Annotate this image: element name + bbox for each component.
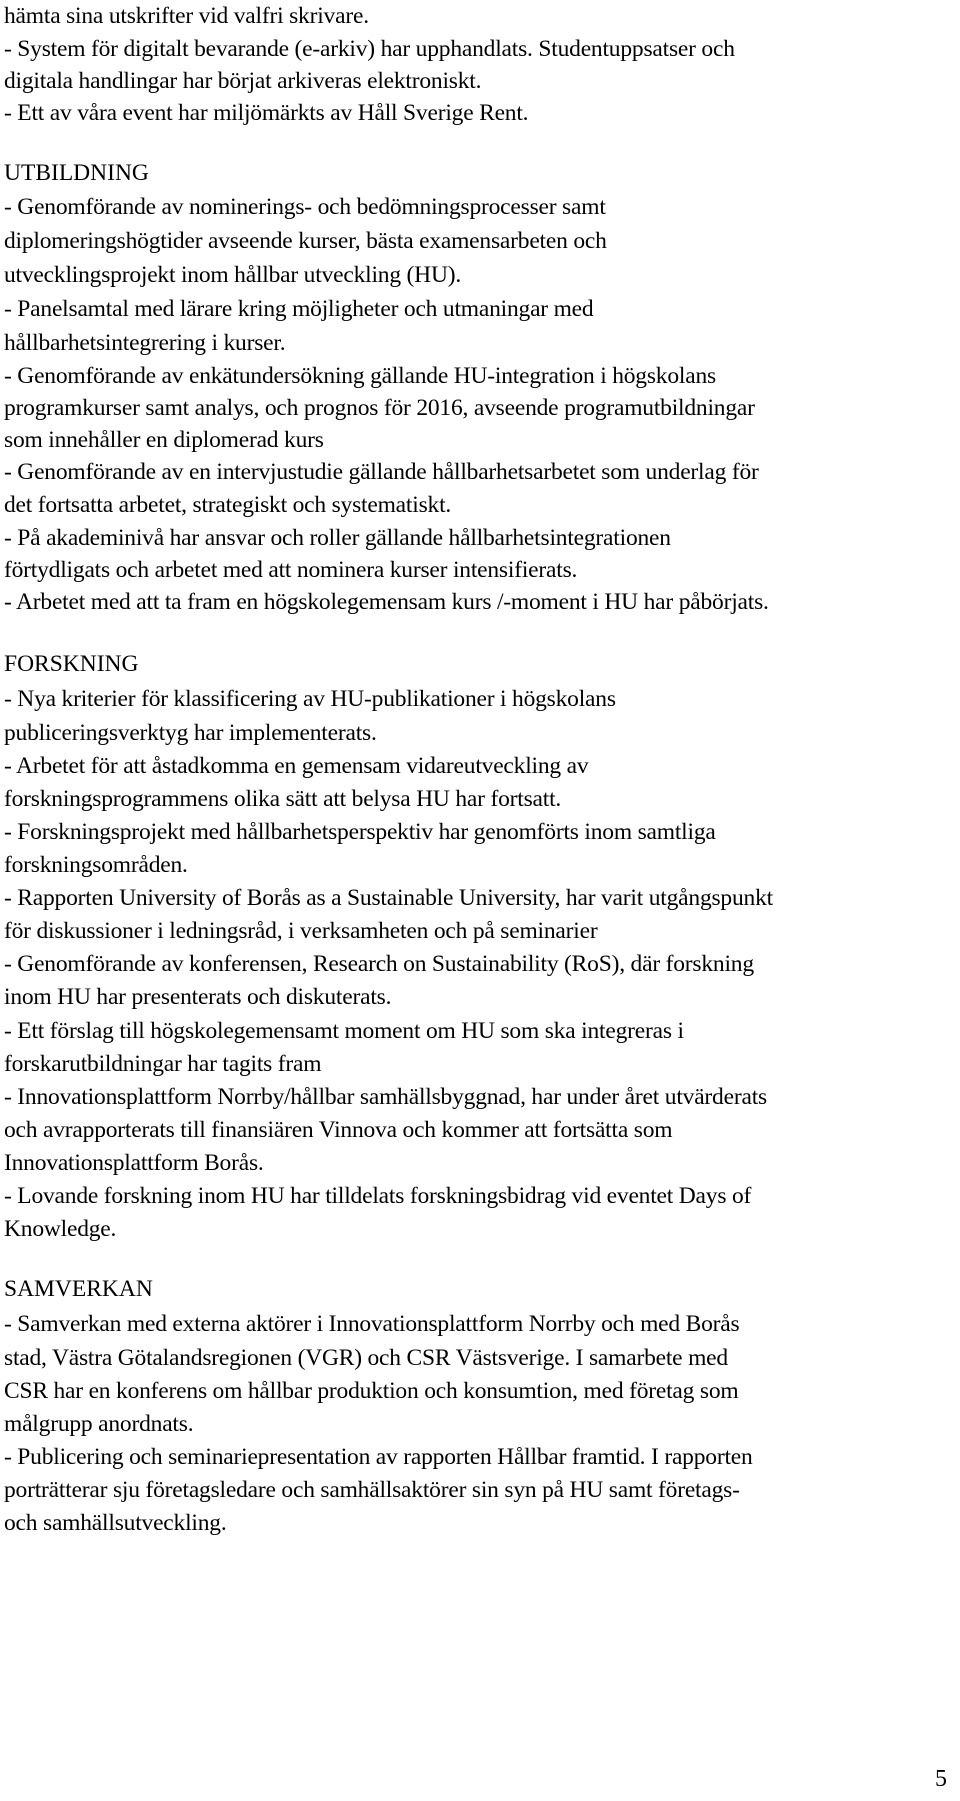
text-line: stad, Västra Götalandsregionen (VGR) och CSR Västsverige. I samarbete med <box>4 1345 728 1371</box>
text-line: Innovationsplattform Borås. <box>4 1150 264 1176</box>
text-line: porträtterar sju företagsledare och samhällsaktörer sin syn på HU samt företags- <box>4 1477 740 1503</box>
text-line: för diskussioner i ledningsråd, i verksamheten och på seminarier <box>4 918 598 944</box>
text-line: och samhällsutveckling. <box>4 1510 227 1536</box>
text-line: digitala handlingar har börjat arkiveras elektroniskt. <box>4 68 482 94</box>
text-line: - System för digitalt bevarande (e-arkiv) har upphandlats. Studentuppsatser och <box>4 36 735 62</box>
section-heading-utbildning: UTBILDNING <box>4 160 149 186</box>
text-line: hämta sina utskrifter vid valfri skrivare. <box>4 3 369 29</box>
text-line: publiceringsverktyg har implementerats. <box>4 720 377 746</box>
text-line: målgrupp anordnats. <box>4 1411 194 1437</box>
section-heading-samverkan: SAMVERKAN <box>4 1276 153 1302</box>
text-line: hållbarhetsintegrering i kurser. <box>4 330 286 356</box>
text-line: det fortsatta arbetet, strategiskt och systematiskt. <box>4 492 452 518</box>
text-line: som innehåller en diplomerad kurs <box>4 427 324 453</box>
text-line: - Lovande forskning inom HU har tilldelats forskningsbidrag vid eventet Days of <box>4 1183 752 1209</box>
section-heading-forskning: FORSKNING <box>4 651 139 677</box>
text-line: - Nya kriterier för klassificering av HU-publikationer i högskolans <box>4 686 616 712</box>
text-line: - Genomförande av enkätundersökning gällande HU-integration i högskolans <box>4 363 716 389</box>
text-line: - Ett av våra event har miljömärkts av Håll Sverige Rent. <box>4 100 529 126</box>
text-line: utvecklingsprojekt inom hållbar utveckling (HU). <box>4 262 462 288</box>
text-line: - Arbetet för att åstadkomma en gemensam vidareutveckling av <box>4 753 589 779</box>
text-line: Knowledge. <box>4 1216 117 1242</box>
text-line: - Publicering och seminariepresentation av rapporten Hållbar framtid. I rapporten <box>4 1444 753 1470</box>
text-line: förtydligats och arbetet med att nominera kurser intensifierats. <box>4 557 578 583</box>
text-line: - Forskningsprojekt med hållbarhetsperspektiv har genomförts inom samtliga <box>4 819 716 845</box>
text-line: - Genomförande av en intervjustudie gällande hållbarhetsarbetet som underlag för <box>4 459 759 485</box>
text-line: - Panelsamtal med lärare kring möjligheter och utmaningar med <box>4 296 594 322</box>
text-line: forskarutbildningar har tagits fram <box>4 1051 322 1077</box>
text-line: forskningsområden. <box>4 852 188 878</box>
text-line: - Innovationsplattform Norrby/hållbar samhällsbyggnad, har under året utvärderats <box>4 1084 767 1110</box>
text-line: - Genomförande av nominerings- och bedömningsprocesser samt <box>4 194 606 220</box>
text-line: inom HU har presenterats och diskuterats. <box>4 984 392 1010</box>
text-line: CSR har en konferens om hållbar produktion och konsumtion, med företag som <box>4 1378 739 1404</box>
text-line: diplomeringshögtider avseende kurser, bästa examensarbeten och <box>4 228 607 254</box>
text-line: - Arbetet med att ta fram en högskolegemensam kurs /-moment i HU har påbörjats. <box>4 589 769 615</box>
page-number: 5 <box>935 1766 947 1792</box>
text-line: - Rapporten University of Borås as a Sustainable University, har varit utgångspunkt <box>4 885 773 911</box>
text-line: och avrapporterats till finansiären Vinnova och kommer att fortsätta som <box>4 1117 673 1143</box>
text-line: programkurser samt analys, och prognos för 2016, avseende programutbildningar <box>4 395 755 421</box>
text-line: - Samverkan med externa aktörer i Innovationsplattform Norrby och med Borås <box>4 1311 740 1337</box>
text-line: - På akademinivå har ansvar och roller gällande hållbarhetsintegrationen <box>4 525 671 551</box>
text-line: - Genomförande av konferensen, Research on Sustainability (RoS), där forskning <box>4 951 754 977</box>
text-line: forskningsprogrammens olika sätt att belysa HU har fortsatt. <box>4 786 562 812</box>
text-line: - Ett förslag till högskolegemensamt moment om HU som ska integreras i <box>4 1018 684 1044</box>
